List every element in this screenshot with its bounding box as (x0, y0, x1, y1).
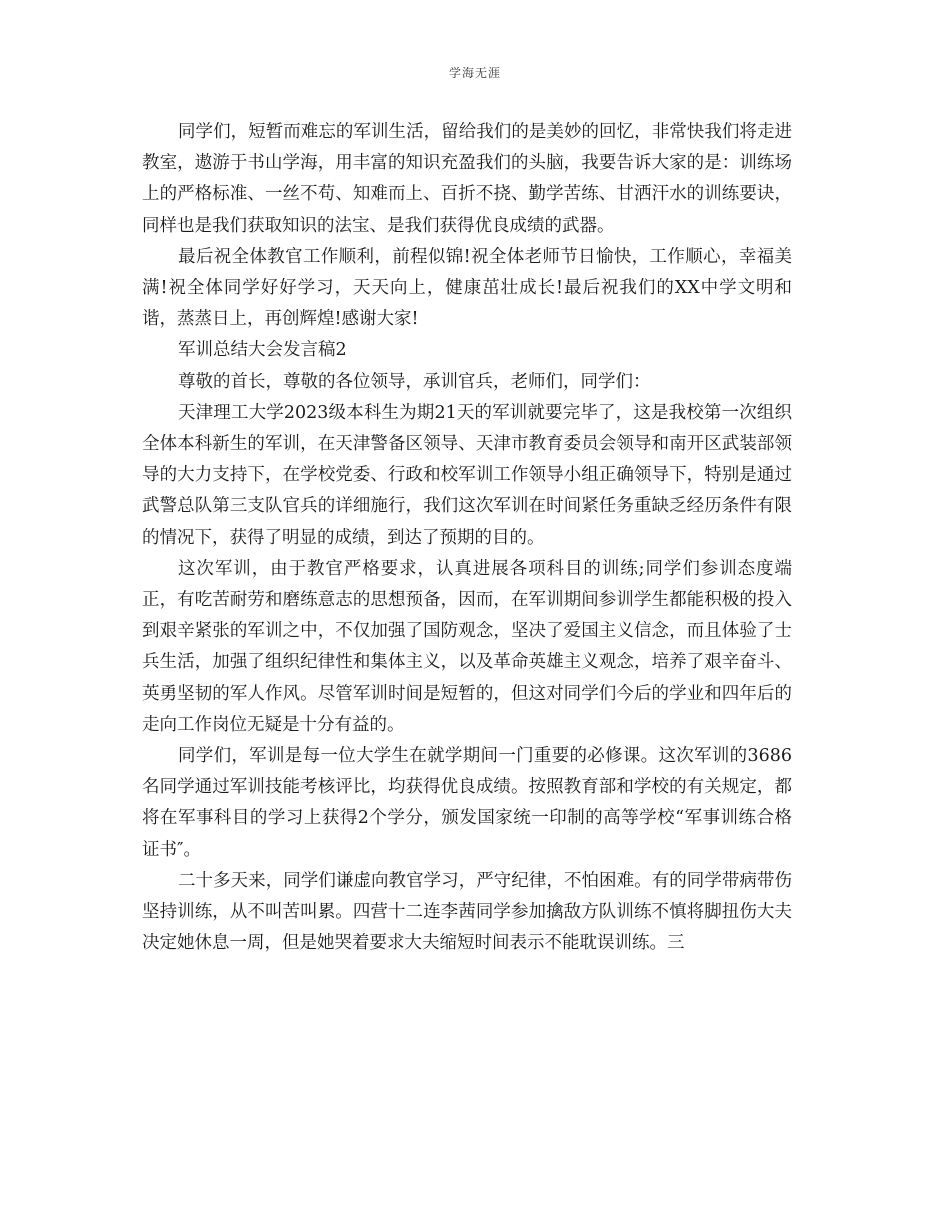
paragraph-2: 最后祝全体教官工作顺利，前程似锦!祝全体老师节日愉快，工作顺心，幸福美满!祝全体同学好好学习，天天向上，健康茁壮成长!最后祝我们的XX中学文明和谐，蒸蒸日上，再创辉煌!感谢大家! (142, 246, 792, 330)
section-title: 军训总结大会发言稿2 (178, 340, 347, 361)
document-body (142, 117, 792, 959)
paragraph-5: 同学们，军训是每一位大学生在就学期间一门重要的必修课。这次军训的3686名同学通过军训技能考核评比，均获得优良成绩。按照教育部和学校的有关规定，都将在军事科目的学习上获得2个学分，颁发国家统一印制的高等学校“军事训练合格证书″。 (142, 746, 792, 860)
paragraph-6: 二十多天来，同学们谦虚向教官学习，严守纪律，不怕困难。有的同学带病带伤坚持训练，从不叫苦叫累。四营十二连李茜同学参加擒敌方队训练不慎将脚扭伤大夫决定她休息一周，但是她哭着要求大夫缩短时间表示不能耽误训练。三 (142, 870, 792, 954)
paragraph-4: 这次军训，由于教官严格要求，认真进展各项科目的训练;同学们参训态度端正，有吃苦耐劳和磨练意志的思想预备，因而，在军训期间参训学生都能积极的投入到艰辛紧张的军训之中，不仅加强了国防观念，坚决了爱国主义信念，而且体验了士兵生活，加强了组织纪律性和集体主义，以及革命英雄主义观念，培养了艰辛奋斗、英勇坚韧的军人作风。尽管军训时间是短暂的，但这对同学们今后的学业和四年后的走向工作岗位无疑是十分有益的。 (142, 558, 792, 735)
salutation: 尊敬的首长，尊敬的各位领导，承训官兵，老师们，同学们： (178, 371, 651, 392)
paragraph-3: 天津理工大学2023级本科生为期21天的军训就要完毕了，这是我校第一次组织全体本科新生的军训，在天津警备区领导、天津市教育委员会领导和南开区武装部领导的大力支持下，在学校党委、行政和校军训工作领导小组正确领导下，特别是通过武警总队第三支队官兵的详细施行，我们这次军训在时间紧任务重缺乏经历条件有限的情况下，获得了明显的成绩，到达了预期的目的。 (142, 402, 792, 548)
page-header: 学海无涯 (448, 66, 501, 80)
paragraph-1: 同学们，短暂而难忘的军训生活，留给我们的是美妙的回忆，非常快我们将走进教室，遨游于书山学海，用丰富的知识充盈我们的头脑，我要告诉大家的是：训练场上的严格标准、一丝不苟、知难而上、百折不挠、勤学苦练、甘洒汗水的训练要诀，同样也是我们获取知识的法宝、是我们获得优良成绩的武器。 (142, 122, 792, 236)
